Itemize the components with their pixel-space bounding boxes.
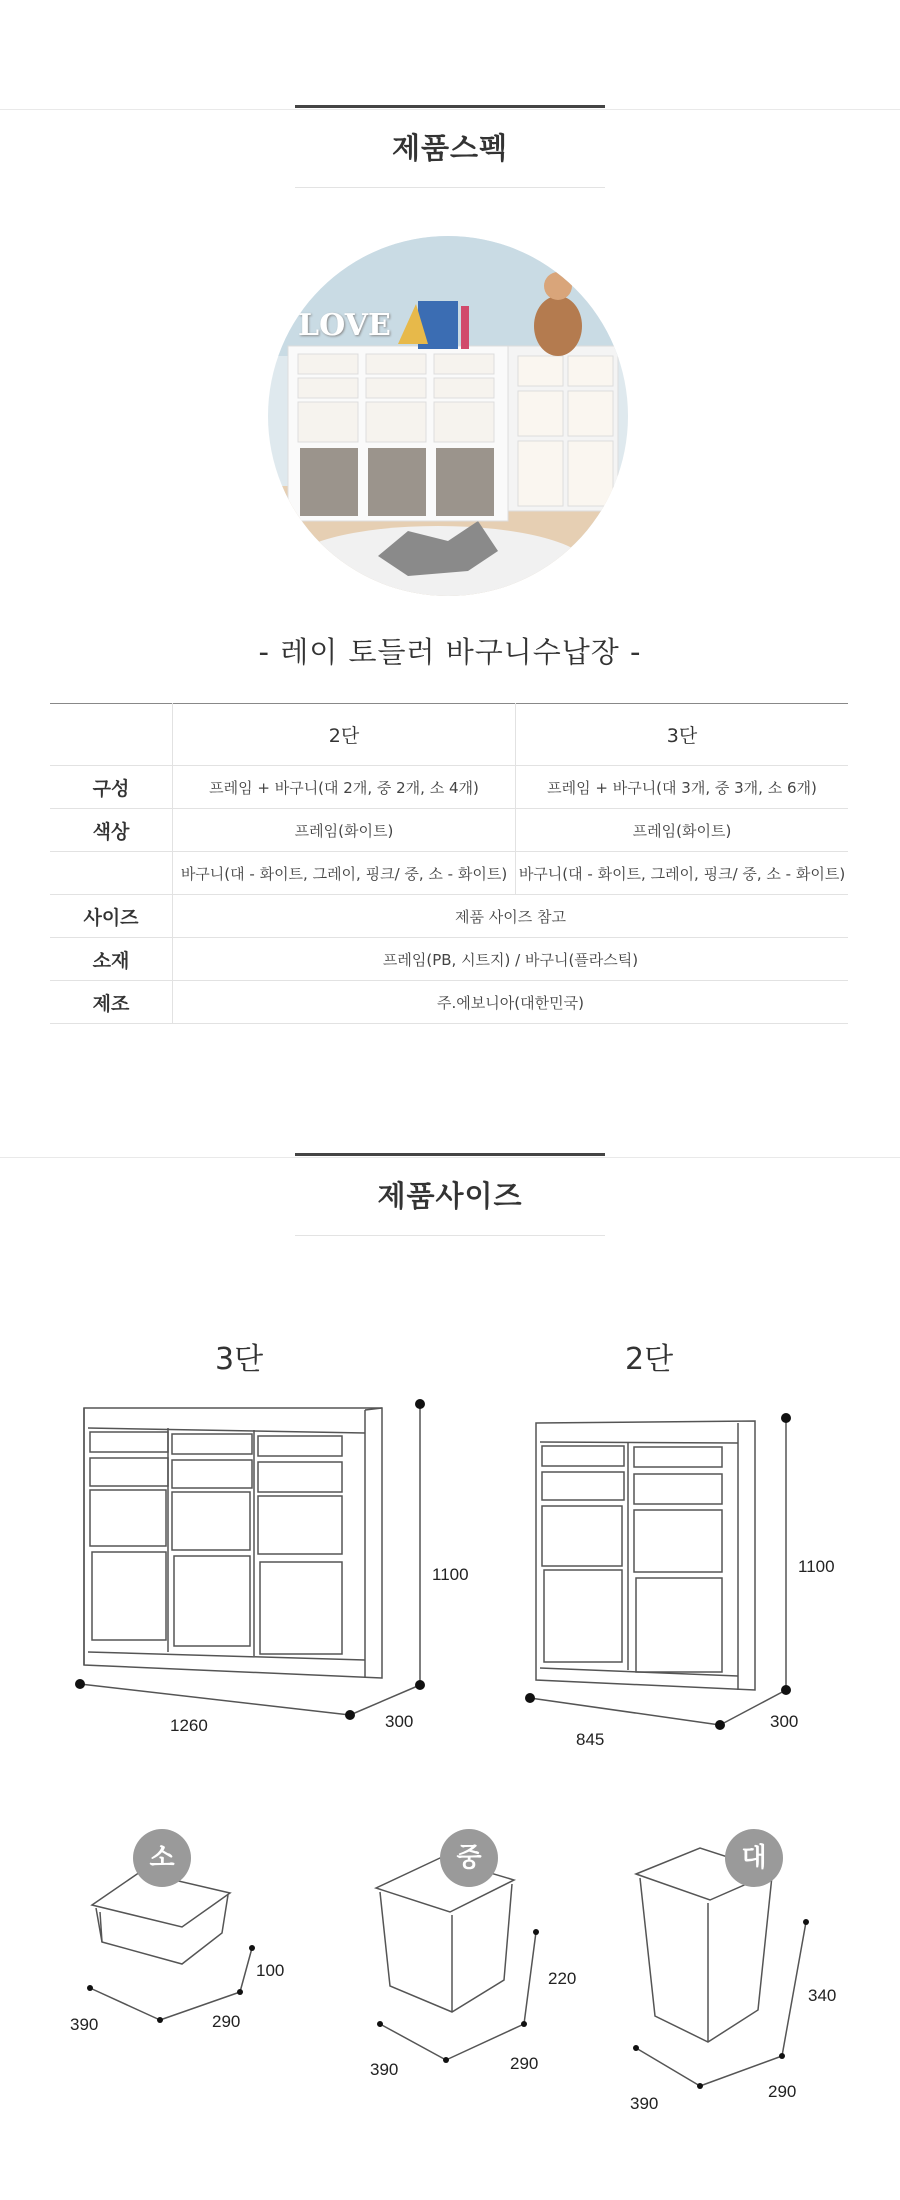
large-depth-label: 290: [768, 2082, 797, 2101]
large-height-label: 340: [808, 1986, 837, 2005]
row-label-color: 색상: [50, 809, 173, 852]
cell-manufacturer: 주.에보니아(대한민국): [173, 981, 849, 1024]
small-depth-label: 290: [212, 2012, 241, 2031]
row-label-material: 소재: [50, 938, 173, 981]
cell-basket-color-2tier: 바구니(대 - 화이트, 그레이, 핑크/ 중, 소 - 화이트): [173, 852, 516, 895]
row-label-composition: 구성: [50, 766, 173, 809]
cell-material: 프레임(PB, 시트지) / 바구니(플라스틱): [173, 938, 849, 981]
three-tier-height-label: 1100: [432, 1565, 469, 1584]
cell-composition-2tier: 프레임 + 바구니(대 2개, 중 2개, 소 4개): [173, 766, 516, 809]
cell-size: 제품 사이즈 참고: [173, 895, 849, 938]
two-tier-width-label: 845: [576, 1730, 605, 1749]
col-header-2tier: 2단: [173, 704, 516, 766]
small-width-label: 390: [70, 2015, 99, 2034]
cell-basket-color-3tier: 바구니(대 - 화이트, 그레이, 핑크/ 중, 소 - 화이트): [516, 852, 849, 895]
three-tier-title: 3단: [215, 1342, 264, 1377]
large-width-label: 390: [630, 2094, 659, 2113]
small-badge: 소: [133, 1829, 191, 1887]
medium-depth-label: 290: [510, 2054, 539, 2073]
col-header-3tier: 3단: [516, 704, 849, 766]
two-tier-title: 2단: [625, 1342, 674, 1377]
spec-section-title: 제품스펙: [391, 131, 509, 165]
cell-composition-3tier: 프레임 + 바구니(대 3개, 중 3개, 소 6개): [516, 766, 849, 809]
two-tier-cabinet-drawing: [536, 1421, 755, 1690]
cell-frame-color-2tier: 프레임(화이트): [173, 809, 516, 852]
cell-frame-color-3tier: 프레임(화이트): [516, 809, 849, 852]
row-label-manufacturer: 제조: [50, 981, 173, 1024]
three-tier-cabinet-drawing: [84, 1408, 382, 1678]
medium-width-label: 390: [370, 2060, 399, 2079]
two-tier-height-label: 1100: [798, 1557, 835, 1576]
large-badge: 대: [725, 1829, 783, 1887]
medium-basket-drawing: [376, 1858, 514, 2012]
product-name: - 레이 토들러 바구니수납장 -: [258, 635, 642, 669]
three-tier-depth-label: 300: [385, 1712, 414, 1731]
size-section-title: 제품사이즈: [377, 1179, 523, 1213]
medium-badge: 중: [440, 1829, 498, 1887]
medium-height-label: 220: [548, 1969, 577, 1988]
photo-love-sign: LOVE: [298, 308, 391, 343]
row-label-size: 사이즈: [50, 895, 173, 938]
three-tier-width-label: 1260: [170, 1716, 208, 1735]
small-height-label: 100: [256, 1961, 285, 1980]
two-tier-depth-label: 300: [770, 1712, 799, 1731]
